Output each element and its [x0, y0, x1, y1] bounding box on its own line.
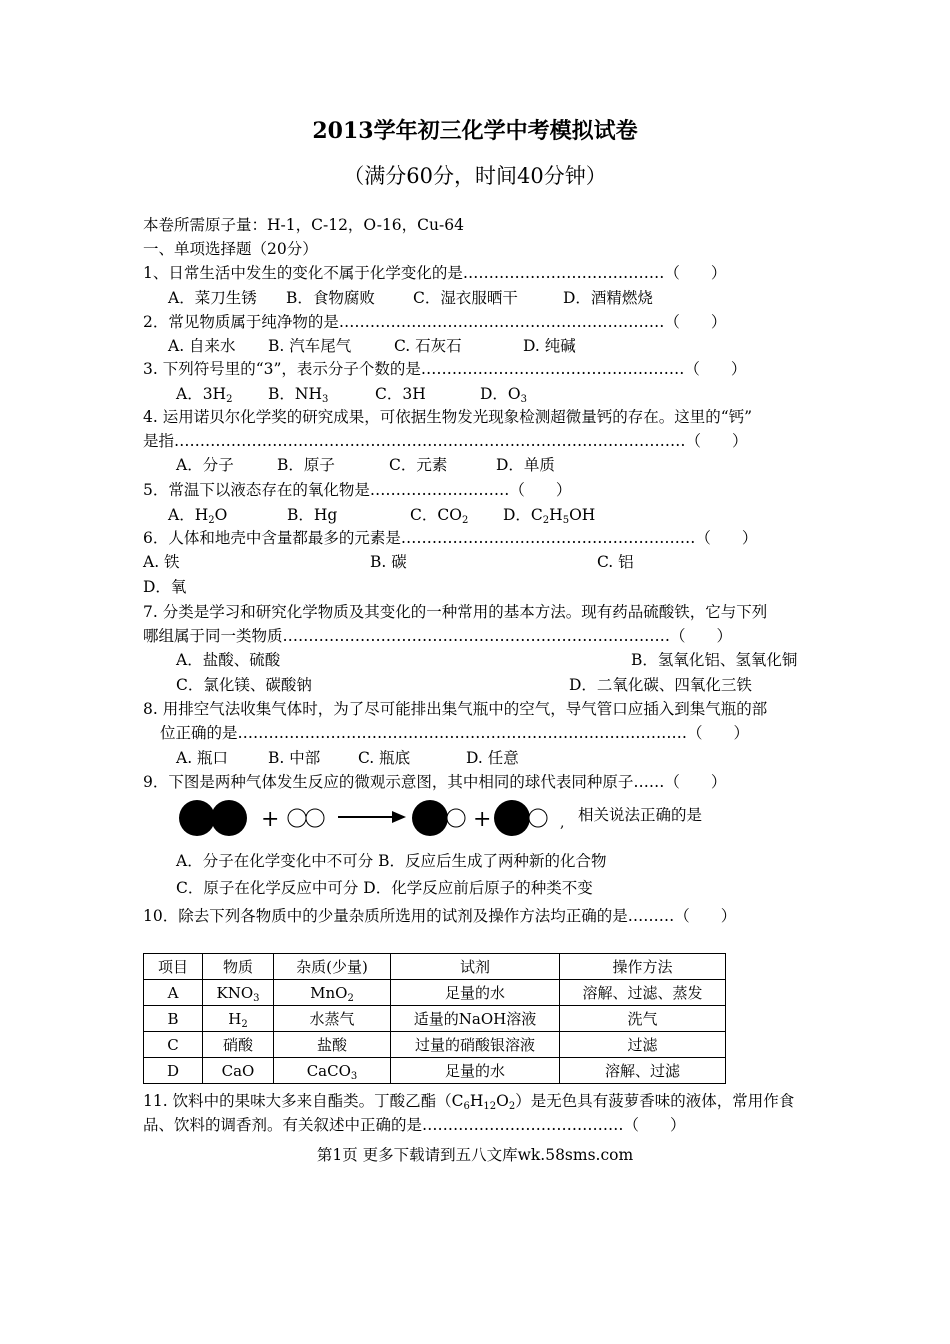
q8-option-b: B. 中部 [268, 749, 321, 767]
q1-stem: 1、日常生活中发生的变化不属于化学变化的是…………………………………（ ） [143, 264, 727, 282]
cell-reagent: 适量的NaOH溶液 [391, 1006, 560, 1032]
q3-option-d: D．$O_3$ [480, 385, 528, 405]
q3-option-a: A．$3H_2$ [176, 385, 233, 405]
white-atom-icon [529, 809, 547, 827]
cell-method: 过滤 [560, 1032, 726, 1058]
cell-method: 溶解、过滤 [560, 1058, 726, 1084]
table-header-row [144, 954, 726, 980]
white-atom-icon [306, 809, 324, 827]
cell-reagent: 足量的水 [391, 980, 560, 1006]
q5-option-b: B．Hg [287, 506, 338, 524]
page-subtitle: （满分60分，时间40分钟） [343, 164, 607, 188]
q6-stem: 6．人体和地壳中含量都最多的元素是…………………………………………………（ ） [143, 529, 758, 547]
white-atom-icon [447, 809, 465, 827]
q5-option-d: D．$C_2H_5OH$ [503, 506, 596, 526]
q8-stem-line1: 8. 用排空气法收集气体时，为了尽可能排出集气瓶中的空气，导气管口应插入到集气瓶的部 [143, 700, 768, 718]
q8-option-a: A. 瓶口 [176, 749, 229, 767]
q4-option-c: C．元素 [389, 456, 448, 474]
section-heading: 一、单项选择题（20分） [143, 240, 318, 258]
q4-option-d: D．单质 [496, 456, 555, 474]
q1-option-d: D．酒精燃烧 [563, 289, 653, 307]
reaction-diagram [170, 795, 590, 845]
header-cell: 杂质(少量) [274, 954, 391, 980]
q4-stem-line1: 4. 运用诺贝尔化学奖的研究成果，可依据生物发光现象检测超微量钙的存在。这里的“钙” [143, 408, 753, 426]
q9-stem-tail: 相关说法正确的是 [578, 806, 703, 824]
q8-option-d: D. 任意 [466, 749, 519, 767]
plus-sign: + [261, 807, 280, 832]
cell-substance: CaO [203, 1058, 274, 1084]
q3-option-c: C．3H [375, 385, 426, 403]
header-cell: 项目 [144, 954, 203, 980]
q9-stem: 9．下图是两种气体发生反应的微观示意图，其中相同的球代表同种原子……（ ） [143, 773, 727, 791]
cell-method: 溶解、过滤、蒸发 [560, 980, 726, 1006]
cell-impurity: 盐酸 [274, 1032, 391, 1058]
cell-substance: 硝酸 [203, 1032, 274, 1058]
q6-option-c: C. 铝 [597, 553, 634, 571]
q6-option-a: A. 铁 [143, 553, 180, 571]
page-title: 2013学年初三化学中考模拟试卷 [312, 118, 638, 144]
q1-option-b: B．食物腐败 [286, 289, 375, 307]
table-row [144, 980, 726, 1006]
table-row [144, 1006, 726, 1032]
cell-impurity: MnO$_2$ [274, 980, 391, 1006]
q4-option-b: B．原子 [277, 456, 335, 474]
arrow-head-icon [392, 811, 406, 823]
cell-reagent: 过量的硝酸银溶液 [391, 1032, 560, 1058]
q8-option-c: C. 瓶底 [358, 749, 411, 767]
black-atom-icon [179, 800, 215, 836]
q1-option-a: A．菜刀生锈 [168, 289, 257, 307]
comma: , [560, 815, 565, 831]
atomic-mass-note: 本卷所需原子量：H-1，C-12，O-16，Cu-64 [143, 216, 464, 234]
black-atom-icon [494, 800, 530, 836]
q7-option-c: C．氯化镁、碳酸钠 [176, 676, 312, 694]
q2-option-c: C. 石灰石 [394, 337, 462, 355]
cell-item: C [144, 1032, 203, 1058]
q2-option-a: A. 自来水 [168, 337, 236, 355]
plus-sign: + [473, 807, 492, 832]
q5-option-c: C．$CO_2$ [410, 506, 469, 526]
cell-reagent: 足量的水 [391, 1058, 560, 1084]
q7-stem-line1: 7. 分类是学习和研究化学物质及其变化的一种常用的基本方法。现有药品硫酸铁，它与下列 [143, 603, 768, 621]
q4-stem-line2: 是指………………………………………………………………………………………（ ） [143, 432, 748, 450]
header-cell: 操作方法 [560, 954, 726, 980]
cell-substance: $H_2$ [203, 1006, 274, 1032]
q6-option-b: B. 碳 [370, 553, 407, 571]
q10-stem: 10．除去下列各物质中的少量杂质所选用的试剂及操作方法均正确的是………（ ） [143, 907, 737, 925]
cell-method: 洗气 [560, 1006, 726, 1032]
cell-item: D [144, 1058, 203, 1084]
q8-stem-line2: 位正确的是……………………………………………………………………………（ ） [160, 724, 750, 742]
q11-stem-line2: 品、饮料的调香剂。有关叙述中正确的是…………………………………（ ） [143, 1116, 686, 1134]
table-row [144, 1032, 726, 1058]
q11-stem-line1: 11. 饮料中的果味大多来自酯类。丁酸乙酯$(C_6H_{12}O_2)$是无色具有菠萝香味的液体，常用作食 [143, 1092, 795, 1112]
page-footer: 第1页 更多下载请到五八文库wk.58sms.com [316, 1146, 634, 1164]
q2-stem: 2．常见物质属于纯净物的是………………………………………………………（ ） [143, 313, 727, 331]
q9-options-cd: C．原子在化学反应中可分 D．化学反应前后原子的种类不变 [176, 879, 593, 897]
q7-option-b: B．氢氧化铝、氢氧化铜 [631, 651, 798, 669]
cell-impurity: CaCO$_3$ [274, 1058, 391, 1084]
cell-item: B [144, 1006, 203, 1032]
q5-stem: 5．常温下以液态存在的氧化物是………………………（ ） [143, 481, 572, 499]
black-atom-icon [211, 800, 247, 836]
q3-option-b: B．$NH_3$ [268, 385, 329, 405]
table-row [144, 1058, 726, 1084]
cell-item: A [144, 980, 203, 1006]
q7-stem-line2: 哪组属于同一类物质…………………………………………………………………（ ） [143, 627, 733, 645]
q1-option-c: C．湿衣服晒干 [413, 289, 518, 307]
purification-table [143, 953, 726, 1084]
white-atom-icon [288, 809, 306, 827]
q4-option-a: A．分子 [176, 456, 234, 474]
q5-option-a: A．$H_2O$ [168, 506, 228, 526]
header-cell: 试剂 [391, 954, 560, 980]
q2-option-b: B. 汽车尾气 [268, 337, 352, 355]
header-cell: 物质 [203, 954, 274, 980]
q6-option-d: D．氧 [143, 578, 187, 596]
q7-option-a: A．盐酸、硫酸 [176, 651, 281, 669]
black-atom-icon [412, 800, 448, 836]
q3-stem: 3. 下列符号里的“3”，表示分子个数的是……………………………………………（ ） [143, 360, 747, 378]
q9-options-ab: A．分子在化学变化中不可分 B．反应后生成了两种新的化合物 [176, 852, 607, 870]
q2-option-d: D. 纯碱 [523, 337, 576, 355]
q7-option-d: D．二氧化碳、四氧化三铁 [569, 676, 752, 694]
cell-impurity: 水蒸气 [274, 1006, 391, 1032]
cell-substance: $KNO_3$ [203, 980, 274, 1006]
